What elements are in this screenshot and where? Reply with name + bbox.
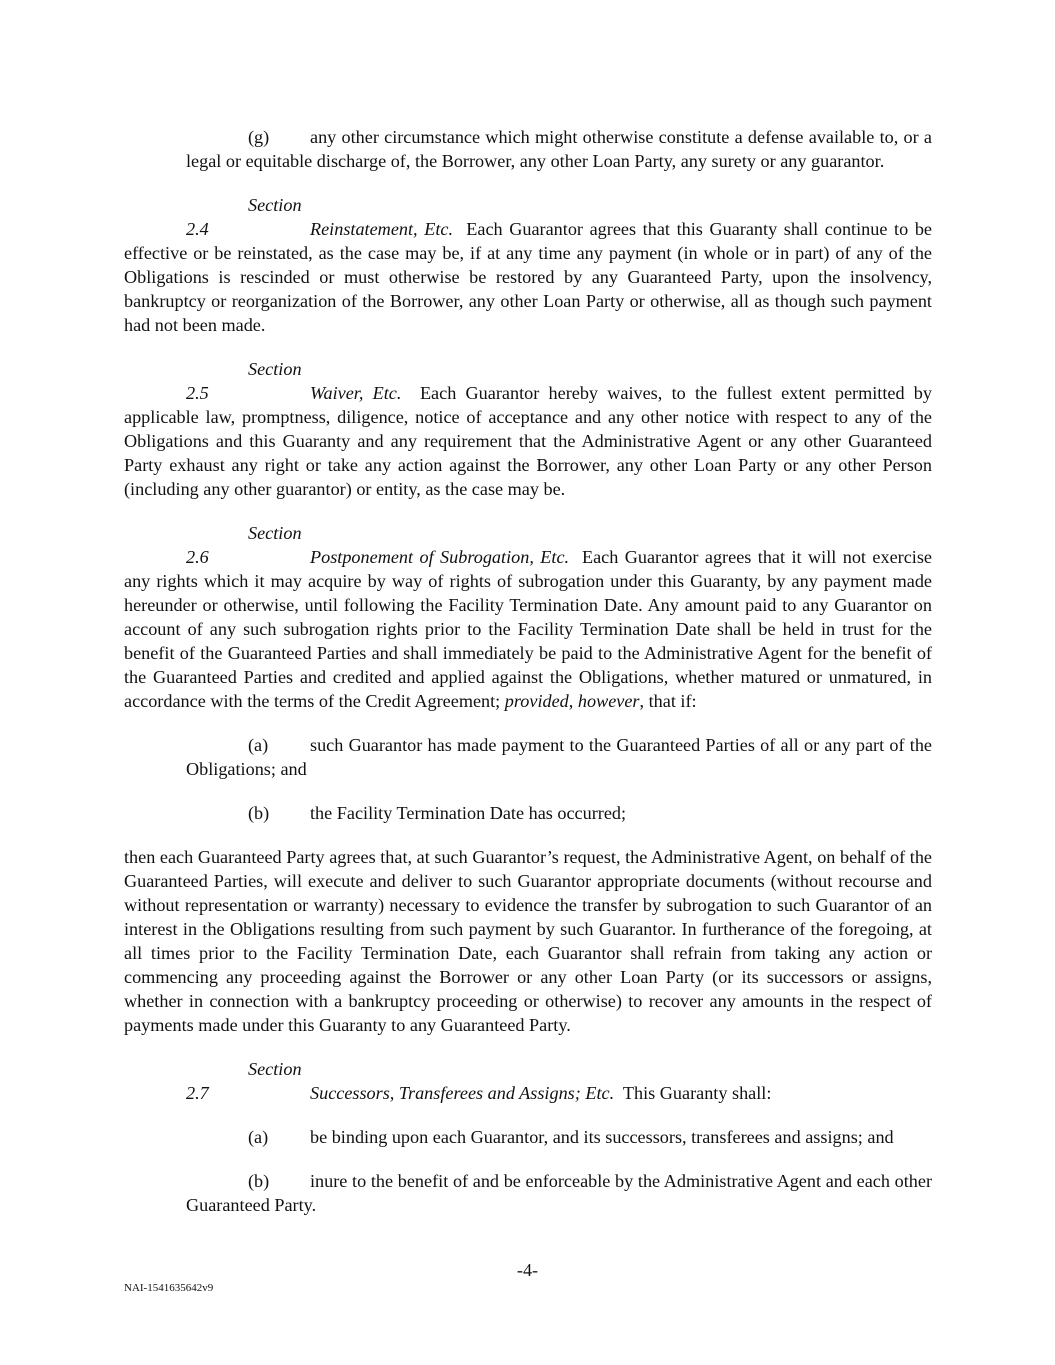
- section-2-7-number: Section 2.7: [186, 1059, 302, 1103]
- section-2-6-clause-b-text: the Facility Termination Date has occurred;: [310, 803, 627, 823]
- section-2-6-clause-a-label: (a): [248, 735, 269, 755]
- section-2-5-number: Section 2.5: [186, 359, 302, 403]
- section-2-6-title: Postponement of Subrogation, Etc.: [310, 547, 570, 567]
- clause-g: [124, 125, 932, 173]
- section-2-7-text: This Guaranty shall:: [622, 1083, 772, 1103]
- provided-comma: ,: [568, 691, 574, 711]
- section-2-6-clause-b: [124, 801, 932, 825]
- clause-g-label: (g): [248, 127, 270, 147]
- section-2-7-clause-a: [124, 1125, 932, 1149]
- page-number: -4-: [516, 1260, 539, 1280]
- section-2-4-title: Reinstatement, Etc.: [310, 219, 453, 239]
- section-2-6-clause-a-text: such Guarantor has made payment to the Guaranteed Parties of all or any part of the Obligations; and: [186, 735, 932, 779]
- section-2-4-number: Section 2.4: [186, 195, 302, 239]
- section-2-5-text: Each Guarantor hereby waives, to the fullest extent permitted by applicable law, promptness, diligence, notice of acceptance and any other notice with respect to any of the Obligations and this Guaranty and any requirement that the Administrative Agent or any other Guaranteed Party exhaust any right or take any action against the Borrower, any other Loan Party or any other Person (including any other guarantor) or entity, as the case may be.: [124, 383, 932, 499]
- section-2-5-title: Waiver, Etc.: [310, 383, 402, 403]
- section-2-6-number: Section 2.6: [186, 523, 302, 567]
- section-2-4: [124, 193, 932, 337]
- section-2-6-clause-a: [124, 733, 932, 781]
- clause-g-text: any other circumstance which might otherwise constitute a defense available to, or a legal or equitable discharge of, the Borrower, any other Loan Party, any surety or any guarantor.: [186, 127, 932, 171]
- section-2-7-clause-a-text: be binding upon each Guarantor, and its successors, transferees and assigns; and: [310, 1127, 894, 1147]
- section-2-7-title: Successors, Transferees and Assigns; Etc.: [310, 1083, 615, 1103]
- section-2-7-clause-b-label: (b): [248, 1171, 270, 1191]
- section-2-5: [124, 357, 932, 501]
- section-2-7: [124, 1057, 932, 1105]
- section-2-4-text: Each Guarantor agrees that this Guaranty shall continue to be effective or be reinstated, as the case may be, if at any time any payment (in whole or in part) of any of the Obligations is rescinded or must otherwise be restored by any Guaranteed Party, upon the insolvency, bankruptcy or reorganization of the Borrower, any other Loan Party or otherwise, all as though such payment had not been made.: [124, 219, 932, 335]
- section-2-6-text: Each Guarantor agrees that it will not exercise any rights which it may acquire by way of rights of subrogation under this Guaranty, by any payment made hereunder or otherwise, until following the Facility Termination Date. Any amount paid to any Guarantor on account of any such subrogation rights prior to the Facility Termination Date shall be held in trust for the benefit of the Guaranteed Parties and shall immediately be paid to the Administrative Agent for the benefit of the Guaranteed Parties and credited and applied against the Obligations, whether matured or unmatured, in accordance with the terms of the Credit Agreement;: [124, 547, 932, 711]
- document-id: NAI-1541635642v9: [124, 1282, 214, 1294]
- document-body: [124, 125, 932, 1217]
- provided-word: provided: [504, 691, 569, 711]
- section-2-6-clause-b-label: (b): [248, 803, 270, 823]
- section-2-6-then: then each Guaranteed Party agrees that, at such Guarantor’s request, the Administrative Agent, on behalf of the Guaranteed Parties, will execute and deliver to such Guarantor appropriate documents (without recourse and without representation or warranty) necessary to evidence the transfer by subrogation to such Guarantor of an interest in the Obligations resulting from such payment by such Guarantor. In furtherance of the foregoing, at all times prior to the Facility Termination Date, each Guarantor shall refrain from taking any action or commencing any proceeding against the Borrower or any other Loan Party (or its successors or assigns, whether in connection with a bankruptcy proceeding or otherwise) to recover any amounts in the respect of payments made under this Guaranty to any Guaranteed Party.: [124, 847, 932, 1035]
- however-word: however: [577, 691, 640, 711]
- section-2-7-clause-b-text: inure to the benefit of and be enforceable by the Administrative Agent and each other Guaranteed Party.: [186, 1171, 932, 1215]
- section-2-7-clause-b: [124, 1169, 932, 1217]
- section-2-6-tail: , that if:: [639, 691, 697, 711]
- section-2-6: [124, 521, 932, 713]
- section-2-7-clause-a-label: (a): [248, 1127, 269, 1147]
